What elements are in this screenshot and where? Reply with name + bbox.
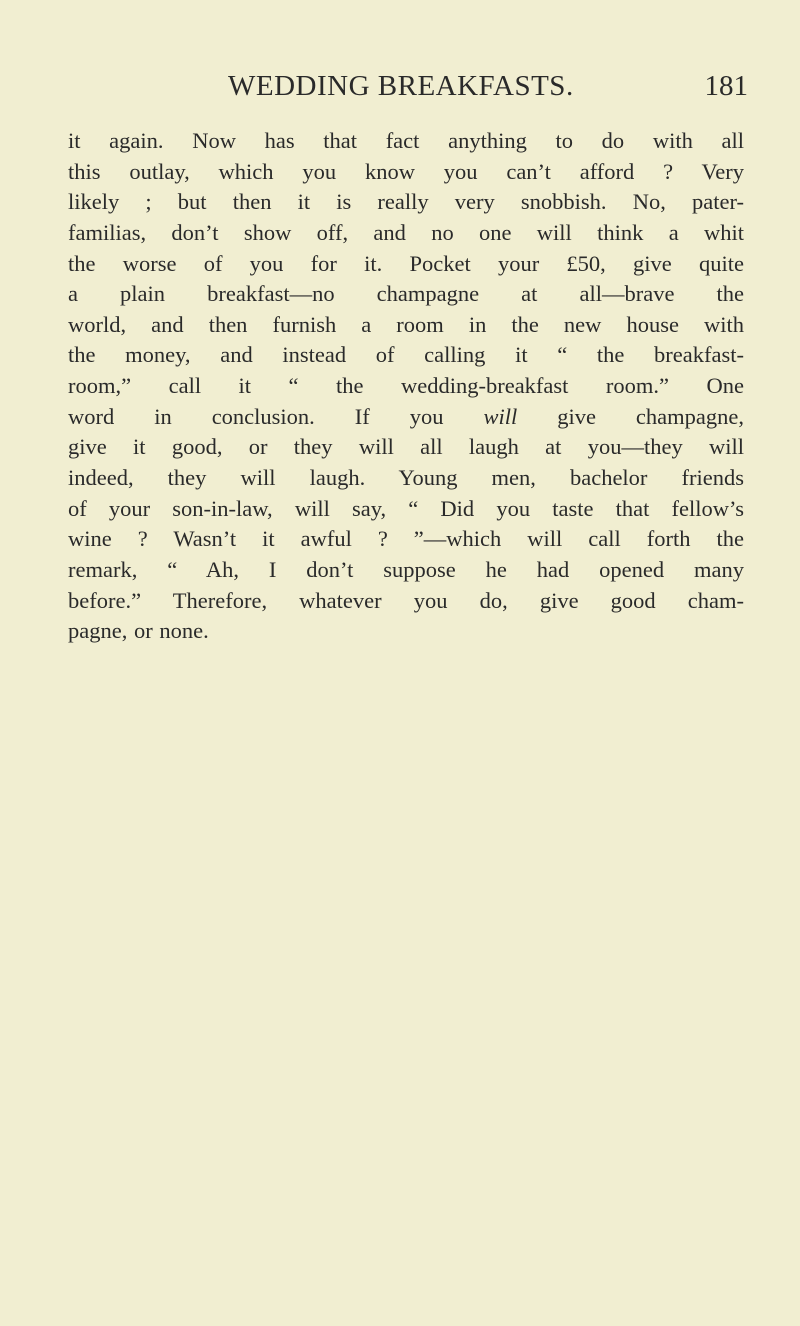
text-line: of your son-in-law, will say, “ Did you taste that fellow’s	[68, 495, 744, 521]
body-text	[68, 126, 744, 647]
text-line	[68, 402, 744, 433]
text-line: before.” Therefore, whatever you do, give good cham-	[68, 587, 744, 613]
text-line: it again. Now has that fact anything to do with all	[68, 128, 744, 153]
text-line: familias, don’t show off, and no one will think a whit	[68, 219, 744, 245]
emphasis-word: will	[483, 403, 518, 429]
text-line: the money, and instead of calling it “ the breakfast-	[68, 342, 744, 368]
page-number: 181	[704, 70, 748, 102]
text-line: wine ? Wasn’t it awful ? ”—which will call forth the	[68, 526, 744, 552]
text-line: pagne, or none.	[68, 618, 209, 644]
text-line: give it good, or they will all laugh at you—they will	[68, 434, 744, 460]
text-segment: give champagne,	[517, 403, 744, 429]
text-line: world, and then furnish a room in the new house with	[68, 311, 744, 337]
running-head	[228, 70, 748, 114]
text-line: indeed, they will laugh. Young men, bachelor friends	[68, 465, 744, 491]
text-line: room,” call it “ the wedding-breakfast room.” One	[68, 373, 744, 399]
text-line: a plain breakfast—no champagne at all—brave the	[68, 281, 744, 307]
running-title: WEDDING BREAKFASTS.	[228, 70, 574, 102]
text-line: this outlay, which you know you can’t afford ? Very	[68, 158, 744, 184]
text-line: likely ; but then it is really very snobbish. No, pater-	[68, 189, 744, 215]
text-line: the worse of you for it. Pocket your £50, give quite	[68, 250, 744, 276]
text-segment: word in conclusion. If you	[68, 403, 484, 429]
text-line: remark, “ Ah, I don’t suppose he had opened many	[68, 556, 744, 582]
